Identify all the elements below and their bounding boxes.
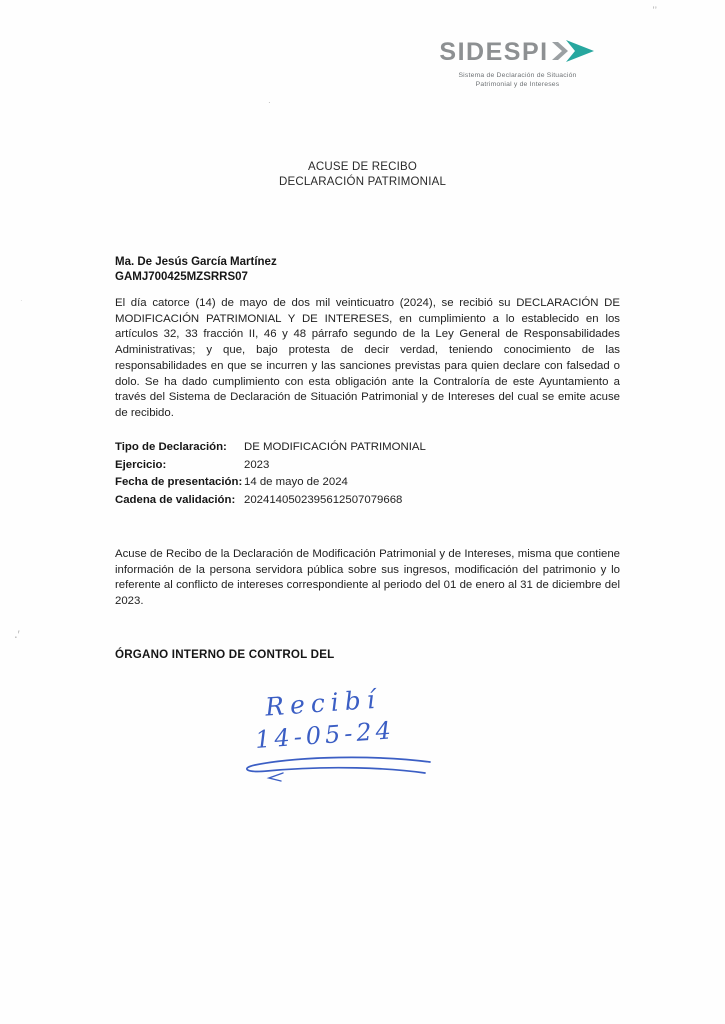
title-line-declaracion: DECLARACIÓN PATRIMONIAL (278, 176, 447, 188)
field-row-cadena-validacion (115, 494, 620, 506)
field-label-cadena: Cadena de validación: (115, 493, 236, 506)
body-paragraph: El día catorce (14) de mayo de dos mil veinticuatro (2024), se recibió su DECLARACIÓN DE MODIFICACIÓN PATRIMONIAL Y DE INTERESES, en cumplimiento a lo establecido en los artículos 32, 33 fracción II, 46 y 48 párrafo segundo de la Ley General de Responsabilidades Administrativas; y que, bajo protesta de decir verdad, teniendo conocimiento de las responsabilidades en que se incurren y las sanciones previstas para quien declare con falsedad o dolo. Se ha dado cumplimiento con esta obligación ante la Contraloría de este Ayuntamiento a través del Sistema de Declaración de Situación Patrimonial y de Intereses del cual se emite acuse de recibido. (115, 297, 620, 419)
document-title (0, 160, 725, 190)
field-label-fecha: Fecha de presentación: (115, 476, 243, 488)
scan-speck: ․′ (14, 629, 20, 641)
footer-heading: ÓRGANO INTERNO DE CONTROL DEL (115, 648, 335, 661)
handwritten-recibi-text: Recibí (264, 684, 382, 722)
field-value-tipo: DE MODIFICACIÓN PATRIMONIAL (244, 441, 426, 453)
field-row-ejercicio (115, 459, 620, 471)
recipient-block (115, 255, 277, 285)
handwritten-note (225, 686, 455, 788)
closing-paragraph: Acuse de Recibo de la Declaración de Modificación Patrimonial y de Intereses, misma que contiene información de la persona servidora pública sobre sus ingresos, modificación del patrimonio y lo referente al conflicto de intereses correspondiente al periodo del 01 de enero al 31 de diciembre del 2023. (115, 548, 620, 608)
field-value-ejercicio: 2023 (244, 458, 270, 471)
field-row-fecha-presentacion (115, 476, 620, 488)
recipient-id: GAMJ700425MZSRRS07 (115, 271, 248, 283)
sidespi-arrow-icon (552, 38, 596, 69)
sidespi-tagline (410, 71, 625, 89)
field-value-fecha: 14 de mayo de 2024 (244, 476, 348, 488)
field-value-cadena: 2024140502395612507079668 (244, 493, 403, 506)
field-label-ejercicio: Ejercicio: (115, 458, 167, 471)
sidespi-tagline-line1: Sistema de Declaración de Situación (458, 72, 577, 79)
field-label-tipo: Tipo de Declaración: (115, 441, 227, 453)
sidespi-logo-row (410, 36, 625, 69)
recipient-name: Ma. De Jesús García Martínez (115, 256, 277, 268)
scan-speck: · (268, 98, 271, 107)
sidespi-logo (410, 36, 625, 89)
scan-speck: · (20, 296, 23, 305)
sidespi-logo-text: SIDESPI (439, 38, 549, 66)
field-row-tipo-declaracion (115, 441, 620, 453)
sidespi-tagline-line2: Patrimonial y de Intereses (475, 81, 560, 88)
scan-speck: ʼʼ (652, 6, 657, 17)
signature-flourish (225, 753, 435, 783)
declaration-fields (115, 441, 620, 511)
title-line-acuse: ACUSE DE RECIBO (307, 161, 418, 173)
handwritten-date-text: 14-05-24 (254, 716, 396, 754)
